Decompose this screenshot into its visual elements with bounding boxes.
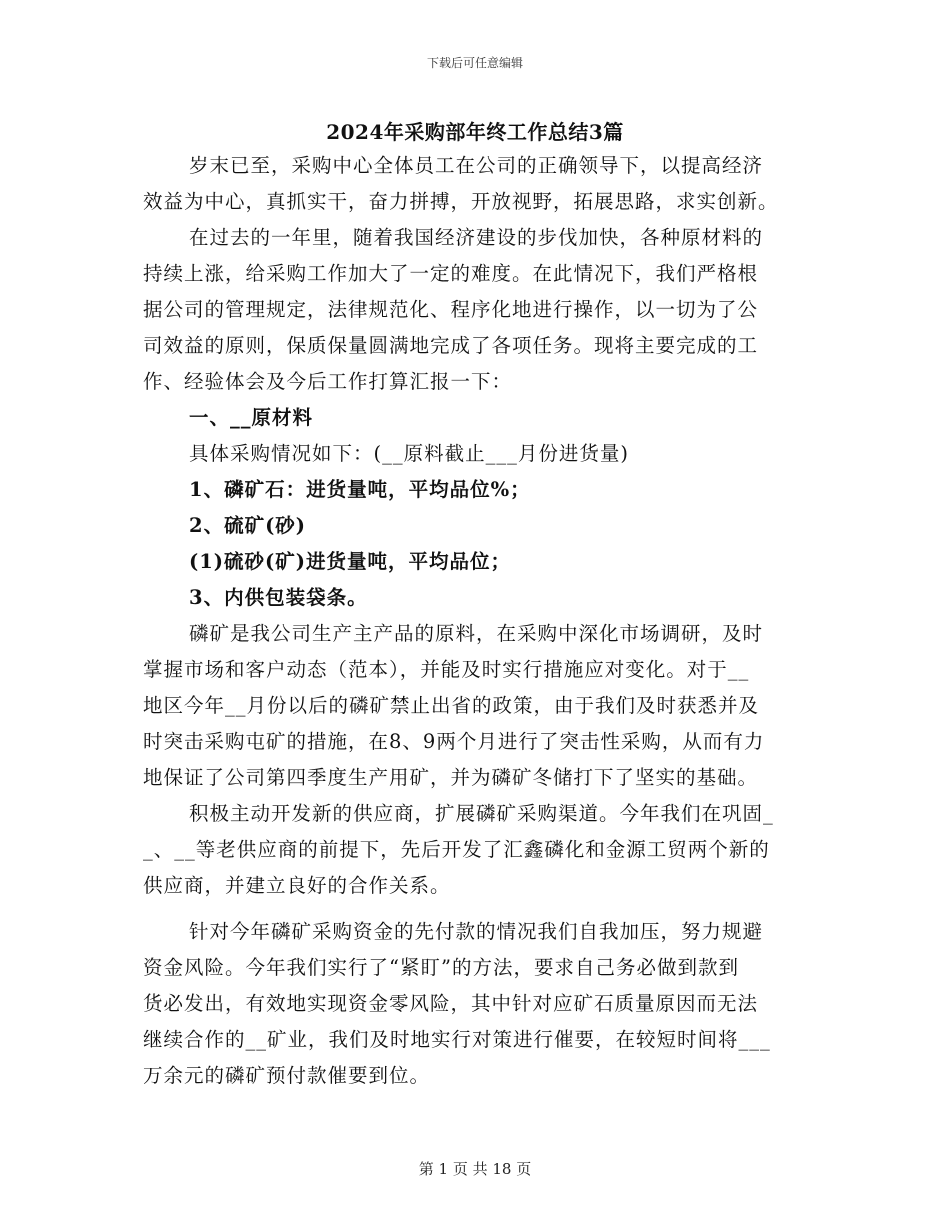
paragraph-line: 地保证了公司第四季度生产用矿，并为磷矿冬储打下了坚实的基础。 <box>143 766 759 789</box>
paragraph-line: 效益为中心，真抓实干，奋力拼搏，开放视野，拓展思路，求实创新。 <box>143 190 779 213</box>
paragraph-line: 继续合作的__矿业，我们及时地实行对策进行催要，在较短时间将___ <box>143 1028 771 1051</box>
paragraph-line: 掌握市场和客户动态（范本），并能及时实行措施应对变化。对于__ <box>143 658 750 681</box>
paragraph-line: 持续上涨，给采购工作加大了一定的难度。在此情况下，我们严格根 <box>143 262 759 285</box>
paragraph-line: 资金风险。今年我们实行了“紧盯”的方法，要求自己务必做到款到 <box>143 956 739 979</box>
page-number: 第 1 页 共 18 页 <box>418 1160 532 1178</box>
paragraph-line: 积极主动开发新的供应商，扩展磷矿采购渠道。今年我们在巩固_ <box>189 802 774 825</box>
paragraph-line: 万余元的磷矿预付款催要到位。 <box>143 1064 431 1087</box>
paragraph-line: 作、经验体会及今后工作打算汇报一下： <box>143 370 513 393</box>
paragraph-line: 时突击采购屯矿的措施，在8、9两个月进行了突击性采购，从而有力 <box>143 730 765 753</box>
section-heading: 一、__原材料 <box>189 406 314 429</box>
paragraph-gap <box>143 904 807 914</box>
paragraph-line: 在过去的一年里，随着我国经济建设的步伐加快，各种原材料的 <box>189 226 764 249</box>
page-header-note: 下载后可任意编辑 <box>426 56 523 70</box>
paragraph-line: 司效益的原则，保质保量圆满地完成了各项任务。现将主要完成的工 <box>143 334 759 357</box>
paragraph-line: 货必发出，有效地实现资金零风险，其中针对应矿石质量原因而无法 <box>143 992 759 1015</box>
document-title: 2024年采购部年终工作总结3篇 <box>326 120 624 144</box>
list-item: 3、内供包装袋条。 <box>189 586 368 609</box>
paragraph-line: 磷矿是我公司生产主产品的原料，在采购中深化市场调研，及时 <box>189 622 764 645</box>
list-item: 1、磷矿石：进货量吨，平均品位%； <box>189 478 531 501</box>
paragraph-line: 具体采购情况如下：(__原料截止___月份进货量) <box>189 442 629 465</box>
paragraph-line: _、__等老供应商的前提下，先后开发了汇鑫磷化和金源工贸两个新的 <box>143 838 770 861</box>
paragraph-line: 供应商，并建立良好的合作关系。 <box>143 874 451 897</box>
paragraph-line: 岁末已至，采购中心全体员工在公司的正确领导下，以提高经济 <box>189 154 764 177</box>
document-body <box>143 148 807 1094</box>
list-item: 2、硫矿(砂) <box>189 514 307 537</box>
paragraph-line: 地区今年__月份以后的磷矿禁止出省的政策，由于我们及时获悉并及 <box>143 694 760 717</box>
list-item: (1)硫砂(矿)进货量吨，平均品位； <box>189 550 511 573</box>
paragraph-line: 针对今年磷矿采购资金的先付款的情况我们自我加压，努力规避 <box>189 920 764 943</box>
paragraph-line: 据公司的管理规定，法律规范化、程序化地进行操作，以一切为了公 <box>143 298 759 321</box>
